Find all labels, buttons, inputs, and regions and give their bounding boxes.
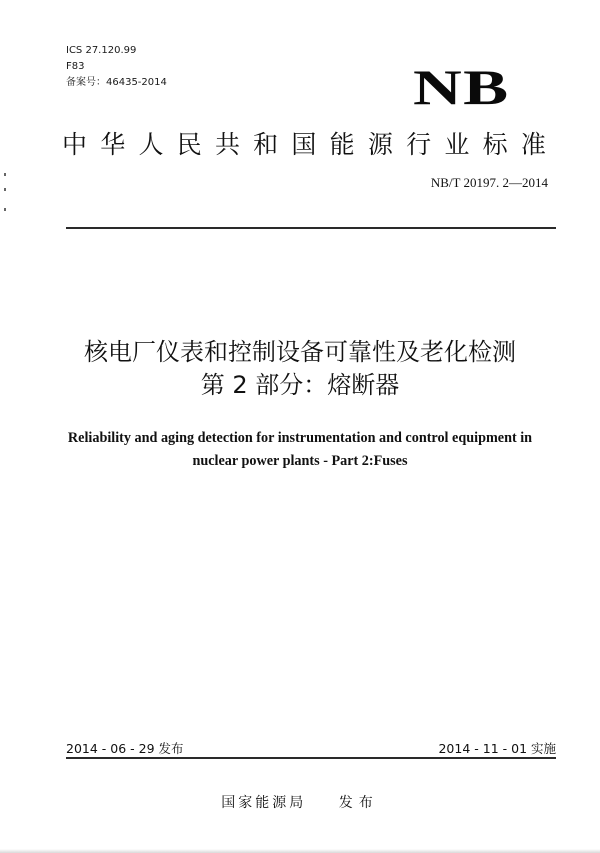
publisher-organization: 国家能源局	[221, 795, 307, 811]
industry-title-char: 业	[444, 130, 470, 159]
ics-code: ICS 27.120.99	[66, 45, 137, 56]
english-title-line-2: nuclear power plants - Part 2:Fuses	[192, 453, 408, 469]
industry-title-char: 标	[482, 130, 508, 159]
industry-standard-title	[62, 130, 546, 160]
nb-logo: NB	[413, 59, 510, 115]
scan-artifact	[4, 173, 6, 176]
ccs-code: F83	[66, 61, 85, 72]
release-date: 2014 - 06 - 29 发布	[66, 741, 184, 756]
implementation-date: 2014 - 11 - 01 实施	[438, 741, 556, 756]
standard-number: NB/T 20197. 2—2014	[430, 175, 548, 190]
industry-title-char: 中	[62, 130, 88, 159]
industry-title-char: 行	[406, 130, 432, 159]
publisher-action: 发布	[338, 795, 379, 811]
classification-block	[66, 43, 167, 91]
english-title	[40, 427, 560, 473]
industry-title-char: 共	[214, 130, 240, 159]
chinese-title-line-1: 核电厂仪表和控制设备可靠性及老化检测	[84, 338, 516, 366]
scan-artifact	[4, 188, 6, 191]
industry-title-char: 和	[253, 130, 279, 159]
industry-title-char: 准	[520, 130, 546, 159]
industry-title-char: 华	[100, 130, 126, 159]
dates-row	[66, 739, 556, 757]
bottom-divider	[66, 757, 556, 759]
scan-artifact	[4, 208, 6, 211]
chinese-title-line-2: 第 2 部分：熔断器	[200, 371, 400, 399]
english-title-line-1: Reliability and aging detection for instrumentation and control equipment in	[67, 430, 533, 446]
scan-bottom-edge	[0, 849, 600, 853]
industry-title-char: 国	[291, 130, 317, 159]
top-divider	[66, 227, 556, 229]
industry-title-char: 人	[138, 130, 164, 159]
filing-number: 备案号：46435-2014	[66, 77, 167, 88]
industry-title-char: 源	[367, 130, 393, 159]
publisher-line	[0, 792, 600, 812]
industry-title-char: 能	[329, 130, 355, 159]
industry-title-char: 民	[176, 130, 202, 159]
